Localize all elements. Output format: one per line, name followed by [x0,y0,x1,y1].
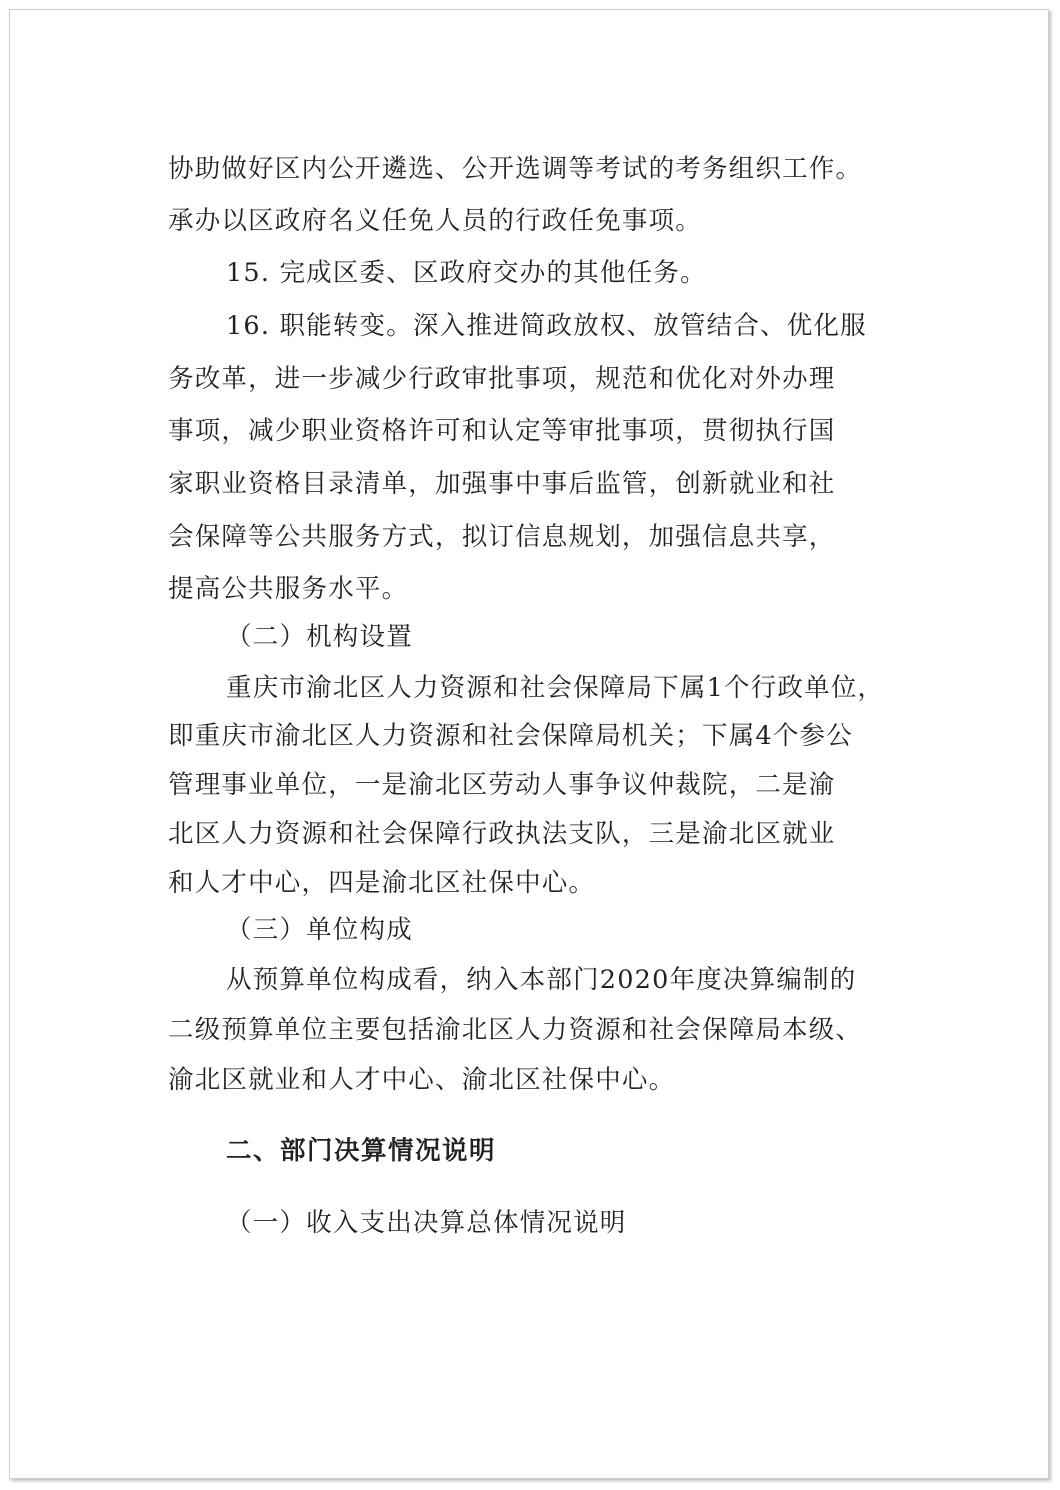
text-line: 16. 职能转变。深入推进简政放权、放管结合、优化服 [226,311,867,341]
section-heading-organization: （二）机构设置 [226,622,413,652]
text-line: 提高公共服务水平。 [168,574,409,604]
text-line: 承办以区政府名义任免人员的行政任免事项。 [168,206,703,236]
text-line: 家职业资格目录清单，加强事中事后监管，创新就业和社 [168,469,836,499]
text-line: 会保障等公共服务方式，拟订信息规划，加强信息共享， [168,522,836,552]
text-line: 协助做好区内公开遴选、公开选调等考试的考务组织工作。 [168,154,863,184]
text-line: 二级预算单位主要包括渝北区人力资源和社会保障局本级、 [168,1015,863,1045]
text-line: 事项，减少职业资格许可和认定等审批事项，贯彻执行国 [168,416,836,446]
section-heading-unit-composition: （三）单位构成 [226,915,413,945]
text-line: 和人才中心，四是渝北区社保中心。 [168,868,596,898]
text-line: 北区人力资源和社会保障行政执法支队，三是渝北区就业 [168,819,836,849]
text-line: 渝北区就业和人才中心、渝北区社保中心。 [168,1065,676,1095]
text-line: 重庆市渝北区人力资源和社会保障局下属1个行政单位， [226,673,885,703]
text-line: 15. 完成区委、区政府交办的其他任务。 [226,258,707,288]
text-line: 从预算单位构成看，纳入本部门2020年度决算编制的 [226,965,857,995]
text-line: 管理事业单位，一是渝北区劳动人事争议仲裁院，二是渝 [168,770,836,800]
subsection-heading: （一）收入支出决算总体情况说明 [226,1208,627,1238]
text-line: 务改革，进一步减少行政审批事项，规范和优化对外办理 [168,364,836,394]
text-line: 即重庆市渝北区人力资源和社会保障局机关；下属4个参公 [168,721,853,751]
chapter-heading: 二、部门决算情况说明 [226,1136,497,1166]
